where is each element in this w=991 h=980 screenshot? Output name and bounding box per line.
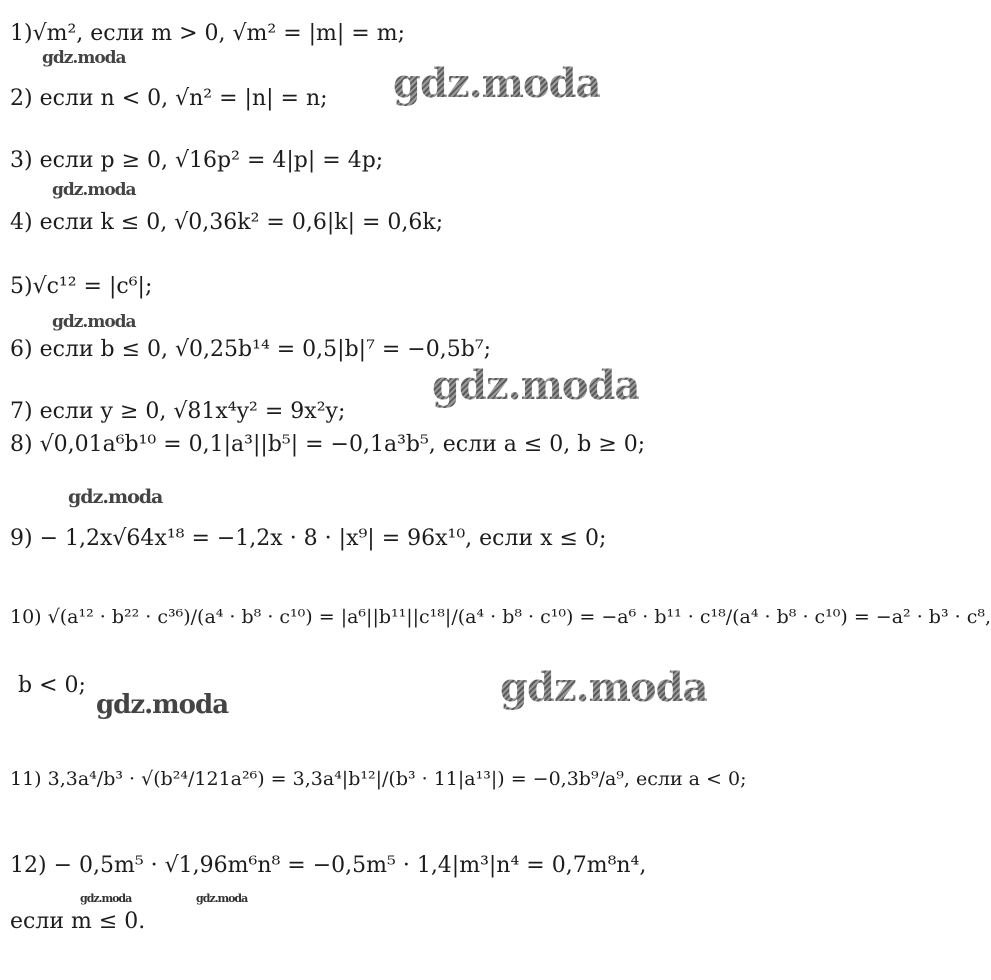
- math-line-8: 8) √0,01a⁶b¹⁰ = 0,1|a³||b⁵| = −0,1a³b⁵, если a ≤ 0, b ≥ 0;: [10, 432, 646, 457]
- math-line-7: 7) если y ≥ 0, √81x⁴y² = 9x²y;: [10, 399, 346, 424]
- watermark: gdz.moda: [96, 690, 229, 720]
- math-line-10: 10) √(a¹² · b²² · c³⁶)/(a⁴ · b⁸ · c¹⁰) = |a⁶||b¹¹||c¹⁸|/(a⁴ · b⁸ · c¹⁰) = −a⁶ · b¹¹ · c¹⁸/(a⁴ · b⁸ · c¹⁰) = −a² · b³ · c⁸,: [10, 606, 991, 628]
- watermark: gdz.moda: [432, 362, 640, 409]
- watermark: gdz.moda: [196, 892, 248, 905]
- math-line-12: 12) − 0,5m⁵ · √1,96m⁶n⁸ = −0,5m⁵ · 1,4|m³|n⁴ = 0,7m⁸n⁴,: [10, 853, 647, 878]
- watermark: gdz.moda: [52, 312, 136, 332]
- math-line-12-condition: если m ≤ 0.: [10, 909, 146, 934]
- math-line-6: 6) если b ≤ 0, √0,25b¹⁴ = 0,5|b|⁷ = −0,5b⁷;: [10, 337, 492, 362]
- math-line-4: 4) если k ≤ 0, √0,36k² = 0,6|k| = 0,6k;: [10, 210, 444, 235]
- watermark: gdz.moda: [52, 180, 136, 200]
- math-line-10-condition: b < 0;: [18, 673, 86, 698]
- math-line-9: 9) − 1,2x√64x¹⁸ = −1,2x · 8 · |x⁹| = 96x¹⁰, если x ≤ 0;: [10, 526, 607, 551]
- watermark: gdz.moda: [80, 892, 132, 905]
- watermark: gdz.moda: [393, 60, 601, 107]
- math-line-2: 2) если n < 0, √n² = |n| = n;: [10, 86, 328, 111]
- math-line-3: 3) если p ≥ 0, √16p² = 4|p| = 4p;: [10, 148, 384, 173]
- math-line-1: 1)√m², если m > 0, √m² = |m| = m;: [10, 21, 406, 46]
- watermark: gdz.moda: [500, 664, 708, 711]
- watermark: gdz.moda: [42, 48, 126, 68]
- math-line-11: 11) 3,3a⁴/b³ · √(b²⁴/121a²⁶) = 3,3a⁴|b¹²|/(b³ · 11|a¹³|) = −0,3b⁹/a⁹, если a < 0;: [10, 768, 747, 790]
- watermark: gdz.moda: [68, 486, 163, 508]
- math-line-5: 5)√c¹² = |c⁶|;: [10, 274, 153, 299]
